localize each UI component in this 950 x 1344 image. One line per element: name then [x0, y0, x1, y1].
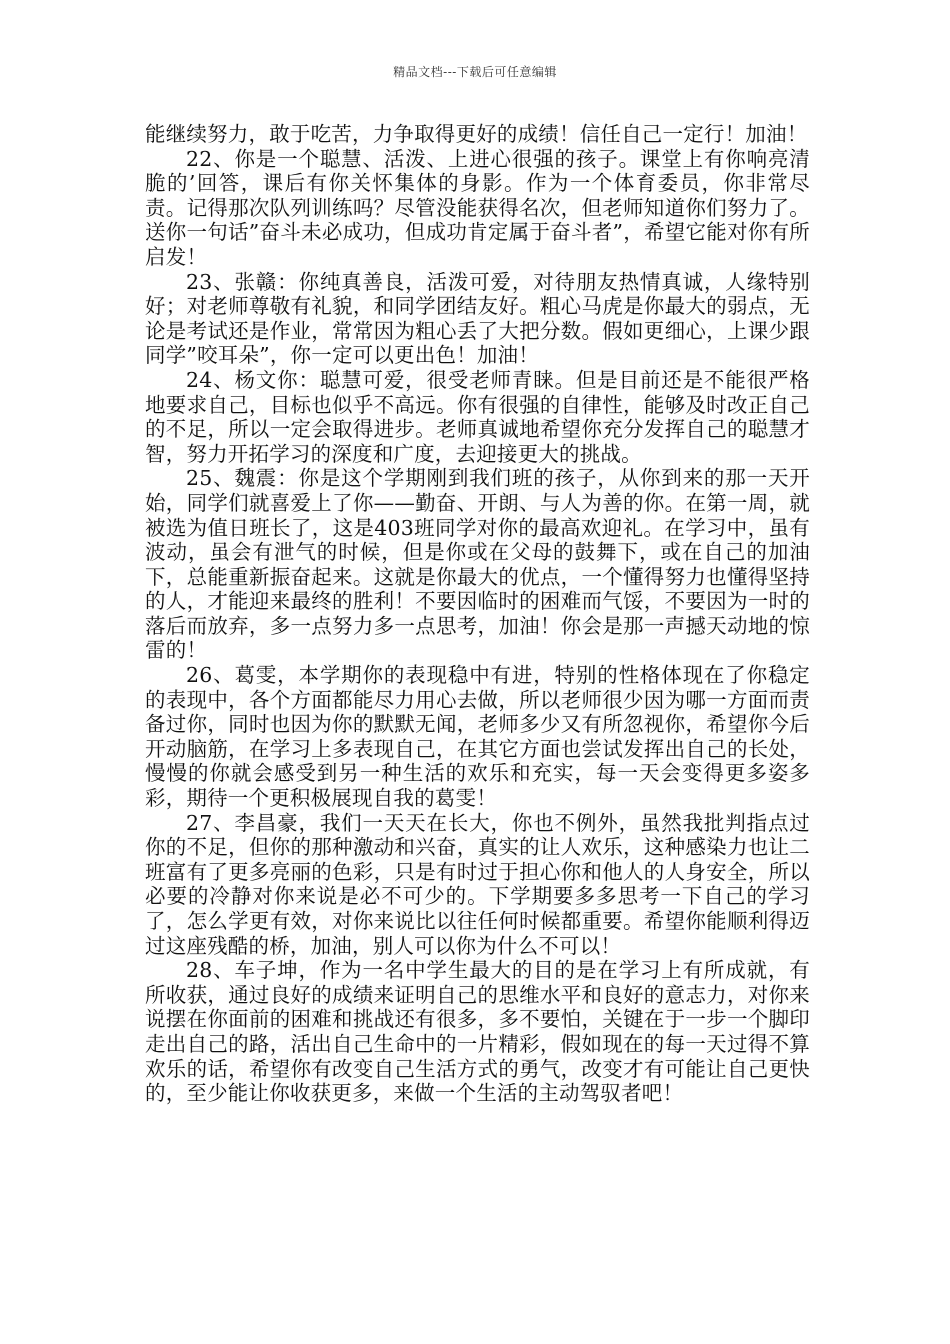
paragraph-comment-24: 24、杨文你：聪慧可爱，很受老师青睐。但是目前还是不能很严格地要求自己，目标也似乎不高远。你有很强的自律性，能够及时改正自己的不足，所以一定会取得进步。老师真诚地希望你充分发挥自己的聪慧才智，努力开拓学习的深度和广度，去迎接更大的挑战。 [145, 367, 810, 466]
paragraph-comment-25: 25、魏震：你是这个学期刚到我们班的孩子，从你到来的那一天开始，同学们就喜爱上了你——勤奋、开朗、与人为善的你。在第一周，就被选为值日班长了，这是403班同学对你的最高欢迎礼。在学习中，虽有波动，虽会有泄气的时候，但是你或在父母的鼓舞下，或在自己的加油下，总能重新振奋起来。这就是你最大的优点，一个懂得努力也懂得坚持的人，才能迎来最终的胜利！不要因临时的困难而气馁，不要因为一时的落后而放弃，多一点努力多一点思考，加油！你会是那一声撼天动地的惊雷的！ [145, 466, 810, 663]
paragraph-comment-27: 27、李昌豪，我们一天天在长大，你也不例外，虽然我批判指点过你的不足，但你的那种激动和兴奋，真实的让人欢乐，这种感染力也让二班富有了更多亮丽的色彩，只是有时过于担心你和他人的人身安全，所以必要的冷静对你来说是必不可少的。下学期要多多思考一下自己的学习了，怎么学更有效，对你来说比以往任何时候都重要。希望你能顺利得迈过这座残酷的桥，加油，别人可以你为什么不可以！ [145, 810, 810, 958]
document-body [145, 122, 810, 1106]
paragraph-comment-28: 28、车子坤，作为一名中学生最大的目的是在学习上有所成就，有所收获，通过良好的成绩来证明自己的思维水平和良好的意志力，对你来说摆在你面前的困难和挑战还有很多，多不要怕，关键在于一步一个脚印走出自己的路，活出自己生命中的一片精彩，假如现在的每一天过得不算欢乐的话，希望你有改变自己生活方式的勇气，改变才有可能让自己更快的，至少能让你收获更多，来做一个生活的主动驾驭者吧！ [145, 958, 810, 1106]
paragraph-comment-23: 23、张赣：你纯真善良，活泼可爱，对待朋友热情真诚，人缘特别好；对老师尊敬有礼貌，和同学团结友好。粗心马虎是你最大的弱点，无论是考试还是作业，常常因为粗心丢了大把分数。假如更细心，上课少跟同学”咬耳朵”，你一定可以更出色！加油！ [145, 269, 810, 368]
paragraph-comment-26: 26、葛雯，本学期你的表现稳中有进，特别的性格体现在了你稳定的表现中，各个方面都能尽力用心去做，所以老师很少因为哪一方面而责备过你，同时也因为你的默默无闻，老师多少又有所忽视你，希望你今后开动脑筋，在学习上多表现自己，在其它方面也尝试发挥出自己的长处，慢慢的你就会感受到另一种生活的欢乐和充实，每一天会变得更多姿多彩，期待一个更积极展现自我的葛雯！ [145, 663, 810, 811]
paragraph-comment-22: 22、你是一个聪慧、活泼、上进心很强的孩子。课堂上有你响亮清脆的’回答，课后有你关怀集体的身影。作为一个体育委员，你非常尽责。记得那次队列训练吗？尽管没能获得名次，但老师知道你们努力了。送你一句话”奋斗未必成功，但成功肯定属于奋斗者”，希望它能对你有所启发！ [145, 146, 810, 269]
paragraph-continuation: 能继续努力，敢于吃苦，力争取得更好的成绩！信任自己一定行！加油！ [145, 122, 808, 146]
page-header: 精品文档---下载后可任意编辑 [393, 65, 557, 79]
